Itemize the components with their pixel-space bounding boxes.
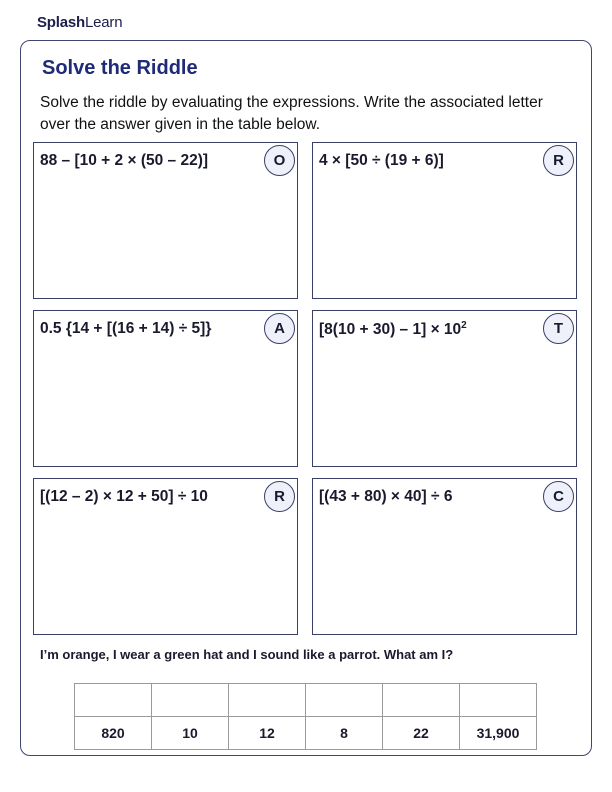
- problem-exponent: 2: [461, 320, 467, 331]
- problem-box-4[interactable]: [312, 310, 577, 467]
- answer-letter-cell[interactable]: [306, 684, 383, 717]
- problem-box-1[interactable]: [33, 142, 298, 299]
- problem-letter-badge: R: [264, 481, 295, 512]
- problem-letter-badge: A: [264, 313, 295, 344]
- problem-expression: 88 – [10 + 2 × (50 – 22)]: [40, 152, 209, 169]
- riddle-question: I’m orange, I wear a green hat and I sound like a parrot. What am I?: [40, 647, 454, 662]
- answer-value-cell: 12: [229, 717, 306, 750]
- answer-letter-cell[interactable]: [229, 684, 306, 717]
- problem-expression: [(43 + 80) × 40] ÷ 6: [319, 488, 453, 505]
- problem-box-6[interactable]: [312, 478, 577, 635]
- problem-box-5[interactable]: [33, 478, 298, 635]
- problem-expression: [(12 – 2) × 12 + 50] ÷ 10: [40, 488, 208, 505]
- answer-value-cell: 22: [383, 717, 460, 750]
- answer-letter-cell[interactable]: [460, 684, 537, 717]
- problem-letter-badge: O: [264, 145, 295, 176]
- problem-expression: 0.5 {14 + [(16 + 14) ÷ 5]}: [40, 320, 212, 337]
- problem-box-3[interactable]: [33, 310, 298, 467]
- problem-expression: 4 × [50 ÷ (19 + 6)]: [319, 152, 444, 169]
- answer-letter-cell[interactable]: [152, 684, 229, 717]
- answer-table: [74, 683, 537, 750]
- problem-expression: [8(10 + 30) – 1] × 10: [319, 321, 462, 339]
- answer-letter-cell[interactable]: [383, 684, 460, 717]
- problem-letter-badge: T: [543, 313, 574, 344]
- answer-value-cell: 31,900: [460, 717, 537, 750]
- problem-letter-badge: R: [543, 145, 574, 176]
- answer-letter-cell[interactable]: [75, 684, 152, 717]
- page-title: Solve the Riddle: [42, 57, 198, 79]
- answer-value-cell: 820: [75, 717, 152, 750]
- problem-box-2[interactable]: [312, 142, 577, 299]
- problem-expression-wrap: [319, 320, 467, 339]
- answer-value-cell: 10: [152, 717, 229, 750]
- answer-value-row: [75, 717, 537, 750]
- instructions-text: Solve the riddle by evaluating the expressions. Write the associated letter over the answer given in the table below.: [40, 94, 543, 133]
- splashlearn-logo: SplashLearn: [37, 14, 123, 31]
- answer-value-cell: 8: [306, 717, 383, 750]
- answer-letter-row: [75, 684, 537, 717]
- problem-letter-badge: C: [543, 481, 574, 512]
